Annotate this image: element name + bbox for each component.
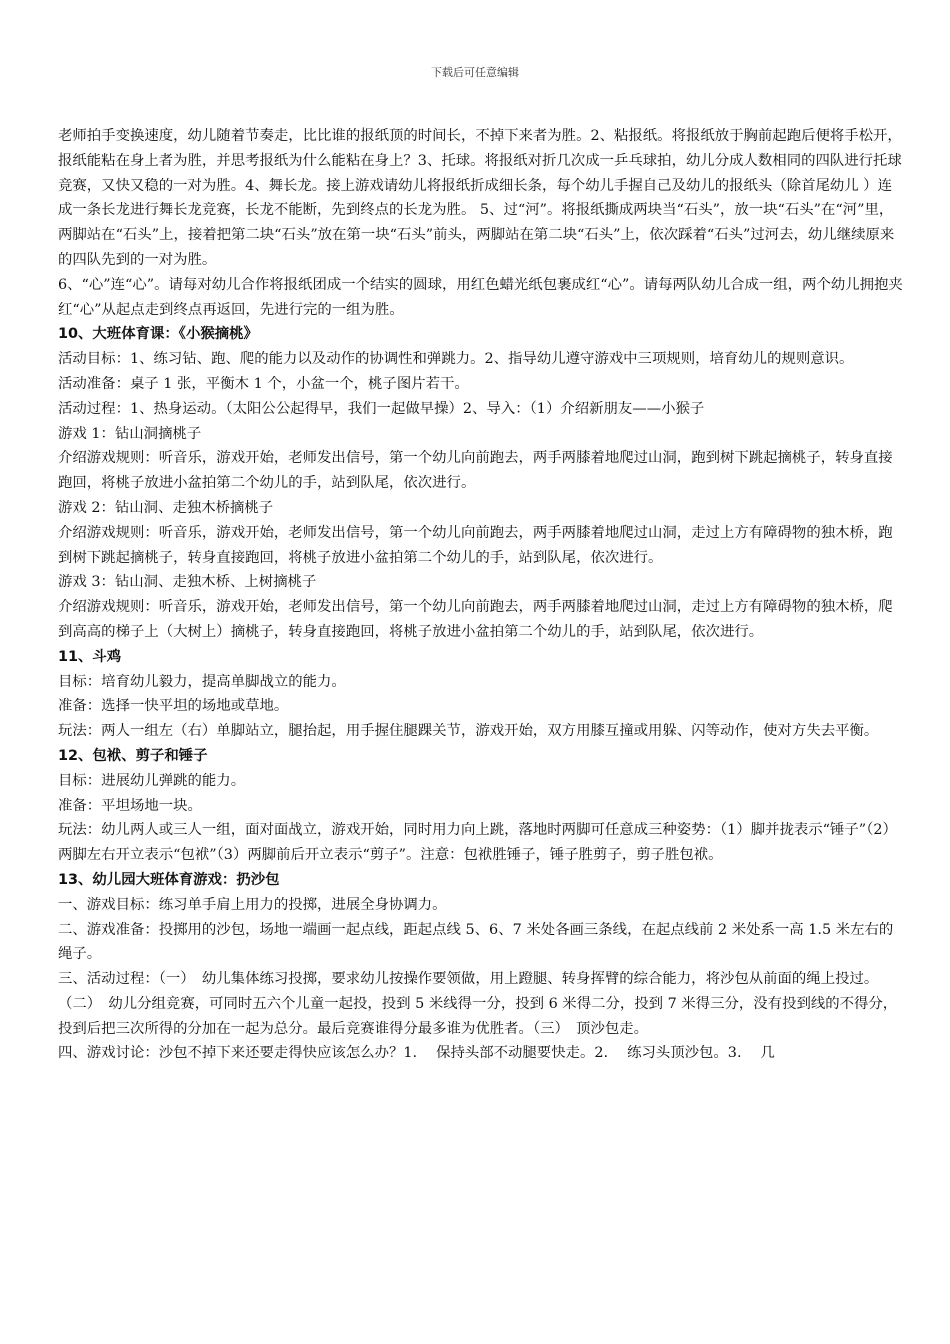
body-paragraph: 二、游戏准备：投掷用的沙包，场地一端画一起点线，距起点线 5、6、7 米处各画三条线，在起点线前 2 米处系一高 1.5 米左右的绳子。 bbox=[58, 921, 894, 963]
page-header: 下载后可任意编辑 bbox=[431, 66, 519, 79]
body-paragraph: 目标：培育幼儿毅力，提高单脚战立的能力。 bbox=[58, 673, 346, 690]
body-paragraph: 游戏 2：钻山洞、走独木桥摘桃子 bbox=[58, 499, 274, 516]
body-paragraph: 一、游戏目标：练习单手肩上用力的投掷，进展全身协调力。 bbox=[58, 896, 447, 913]
body-paragraph: 准备：选择一快平坦的场地或草地。 bbox=[58, 698, 289, 715]
body-paragraph: 介绍游戏规则：听音乐，游戏开始，老师发出信号，第一个幼儿向前跑去，两手两膝着地爬过山洞，跑到树下跳起摘桃子，转身直接跑回，将桃子放进小盆拍第二个幼儿的手，站到队尾，依次进行。 bbox=[58, 450, 893, 492]
body-paragraph: 介绍游戏规则：听音乐，游戏开始，老师发出信号，第一个幼儿向前跑去，两手两膝着地爬过山洞，走过上方有障碍物的独木桥，跑到树下跳起摘桃子，转身直接跑回，将桃子放进小盆拍第二个幼儿的手，站到队尾，依次进行。 bbox=[58, 524, 893, 566]
section-heading: 12、包袱、剪子和锤子 bbox=[58, 747, 208, 764]
body-paragraph: 活动过程：1、热身运动。（太阳公公起得早，我们一起做早操）2、导入：（1）介绍新朋友——小猴子 bbox=[58, 400, 705, 417]
body-paragraph: 游戏 1：钻山洞摘桃子 bbox=[58, 425, 202, 442]
section-heading: 13、幼儿园大班体育游戏：扔沙包 bbox=[58, 871, 280, 888]
body-paragraph: 三、活动过程：（一） 幼儿集体练习投掷，要求幼儿按操作要领做，用上蹬腿、转身挥臂的综合能力，将沙包从前面的绳上投过。（二） 幼儿分组竞赛，可同时五六个儿童一起投，投到 5 米线得一分，投到 6 米得二分，投到 7 米得三分，没有投到线的不得分，投到后把三次所得的分加在一起为总分。最后竞赛谁得分最多谁为优胜者。（三） 顶沙包走。 bbox=[58, 971, 898, 1037]
body-paragraph: 6、“心”连“心”。请每对幼儿合作将报纸团成一个结实的圆球，用红色蜡光纸包裹成红“心”。请每两队幼儿合成一组，两个幼儿拥抱夹红“心”从起点走到终点再返回，先进行完的一组为胜。 bbox=[58, 276, 903, 318]
body-paragraph: 目标：进展幼儿弹跳的能力。 bbox=[58, 772, 246, 789]
body-paragraph: 活动目标：1、练习钻、跑、爬的能力以及动作的协调性和弹跳力。2、指导幼儿遵守游戏中三项规则，培育幼儿的规则意识。 bbox=[58, 351, 854, 368]
section-heading: 10、大班体育课：《小猴摘桃》 bbox=[58, 326, 258, 343]
document-body bbox=[58, 124, 906, 1066]
body-paragraph: 准备：平坦场地一块。 bbox=[58, 797, 202, 814]
body-paragraph: 老师拍手变换速度，幼儿随着节奏走，比比谁的报纸顶的时间长，不掉下来者为胜。2、粘报纸。将报纸放于胸前起跑后便将手松开，报纸能粘在身上者为胜，并思考报纸为什么能粘在身上？3、托球。将报纸对折几次成一乒乓球拍，幼儿分成人数相同的四队进行托球竞赛，又快又稳的一对为胜。4、舞长龙。接上游戏请幼儿将报纸折成细长条，每个幼儿手握自己及幼儿的报纸头（除首尾幼儿 ）连成一条长龙进行舞长龙竞赛，长龙不能断，先到终点的长龙为胜。 5、过“河”。将报纸撕成两块当“石头”，放一块“石头”在“河”里，两脚站在“石头”上，接着把第二块“石头”放在第一块“石头”前头，两脚站在第二块“石头”上，依次踩着“石头”过河去，幼儿继续原来的四队先到的一对为胜。 bbox=[58, 128, 902, 268]
section-heading: 11、斗鸡 bbox=[58, 648, 122, 665]
body-paragraph: 玩法：幼儿两人或三人一组，面对面战立，游戏开始，同时用力向上跳，落地时两脚可任意成三种姿势：（1）脚并拢表示“锤子”（2）两脚左右开立表示“包袱”（3）两脚前后开立表示“剪子”。注意：包袱胜锤子，锤子胜剪子，剪子胜包袱。 bbox=[58, 822, 897, 864]
body-paragraph: 活动准备：桌子 1 张，平衡木 1 个，小盆一个，桃子图片若干。 bbox=[58, 375, 469, 392]
body-paragraph: 四、游戏讨论：沙包不掉下来还要走得快应该怎么办？1. 保持头部不动腿要快走。2. 练习头顶沙包。3. 几 bbox=[58, 1045, 775, 1062]
body-paragraph: 玩法：两人一组左（右）单脚站立，腿抬起，用手握住腿踝关节，游戏开始，双方用膝互撞或用躲、闪等动作，使对方失去平衡。 bbox=[58, 723, 879, 740]
body-paragraph: 介绍游戏规则：听音乐，游戏开始，老师发出信号，第一个幼儿向前跑去，两手两膝着地爬过山洞，走过上方有障碍物的独木桥，爬到高高的梯子上（大树上）摘桃子，转身直接跑回，将桃子放进小盆拍第二个幼儿的手，站到队尾，依次进行。 bbox=[58, 599, 893, 640]
body-paragraph: 游戏 3：钻山洞、走独木桥、上树摘桃子 bbox=[58, 574, 317, 591]
